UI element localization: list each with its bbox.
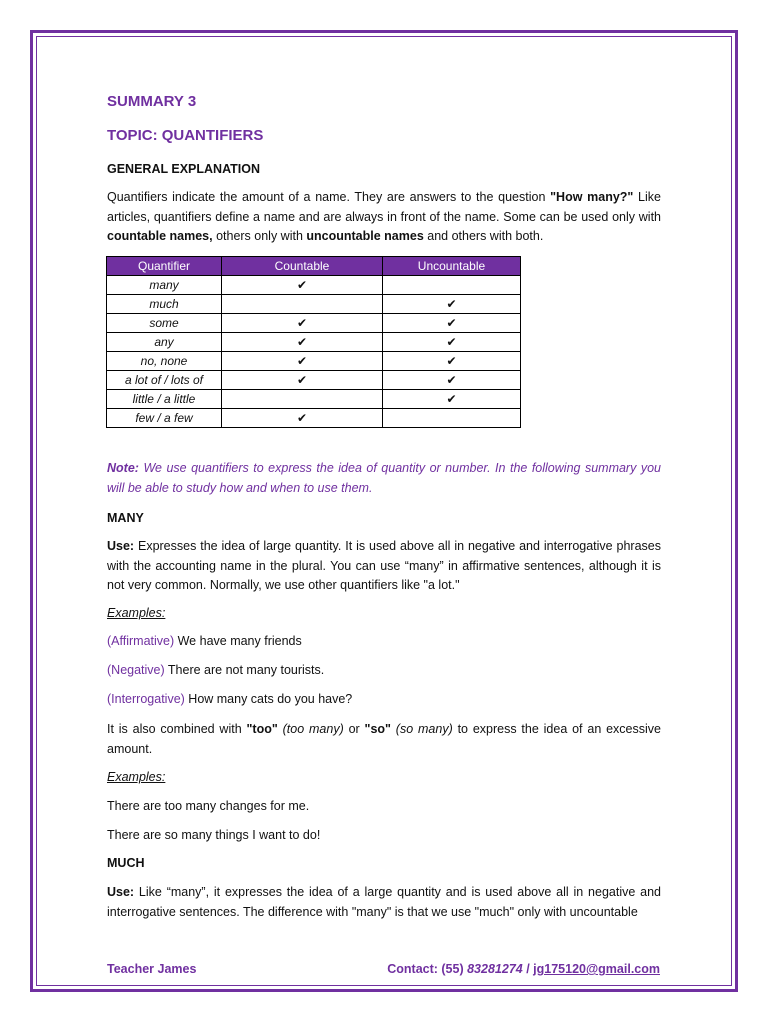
countable-check-icon: ✔ [222, 276, 383, 295]
uncountable-check-icon: ✔ [383, 314, 521, 333]
example-too-many: There are too many changes for me. [107, 799, 310, 813]
countable-check-icon: ✔ [222, 371, 383, 390]
intro-uncountable: uncountable names [306, 229, 424, 243]
countable-check-icon: ✔ [222, 314, 383, 333]
note-label: Note: [107, 461, 139, 475]
header-quantifier: Quantifier [107, 257, 222, 276]
table-row [107, 371, 521, 390]
table-row [107, 314, 521, 333]
header-countable: Countable [222, 257, 383, 276]
contact-separator: / [522, 962, 534, 976]
examples-label: Examples: [107, 606, 166, 620]
intro-bold-question: "How many?" [550, 190, 634, 204]
table-row [107, 390, 521, 409]
much-use-text: Like “many”, it expresses the idea of a large quantity and is used above all in negative and interrogative sentences. The difference with "many" is that we use "much" only with uncountable [107, 885, 661, 919]
many-heading: MANY [107, 511, 144, 525]
quantifier-cell: any [107, 333, 222, 352]
table-row [107, 409, 521, 428]
or-text: or [343, 722, 365, 736]
example-so-many: There are so many things I want to do! [107, 828, 321, 842]
many-use-text: Expresses the idea of large quantity. It is used above all in negative and interrogative phrases with the accounting name in the plural. You can use “many” in affirmative sentences, although it is not very common. Normally, we use other quantifiers like "a lot." [107, 539, 661, 592]
affirmative-text: We have many friends [174, 634, 302, 648]
countable-check-icon: ✔ [222, 409, 383, 428]
table-row [107, 333, 521, 352]
quantifier-cell: much [107, 295, 222, 314]
countable-check-icon: ✔ [222, 352, 383, 371]
intro-text-1: Quantifiers indicate the amount of a name. They are answers to the question [107, 190, 551, 204]
table-row [107, 295, 521, 314]
contact-label: Contact: (55) [387, 962, 468, 976]
many-examples2-label [107, 768, 661, 788]
uncountable-check-icon: ✔ [383, 371, 521, 390]
quantifier-cell: many [107, 276, 222, 295]
much-heading: MUCH [107, 856, 145, 870]
topic-title: TOPIC: QUANTIFIERS [107, 127, 264, 144]
contact-phone: 83281274 [467, 962, 523, 976]
countable-check-icon: ✔ [222, 333, 383, 352]
intro-text-2: Like articles, quantifiers define a name and are always in front of the name. Some can be used only with [107, 190, 661, 224]
uncountable-check-icon: ✔ [383, 295, 521, 314]
intro-text-3: others only with [212, 229, 307, 243]
so-many-italic: (so many) [390, 722, 453, 736]
contact-email-link[interactable]: jg175120@gmail.com [533, 962, 660, 976]
uncountable-check-icon [383, 409, 521, 428]
example-interrogative [107, 690, 661, 710]
table-row [107, 276, 521, 295]
quantifier-cell: few / a few [107, 409, 222, 428]
quantifier-cell: a lot of / lots of [107, 371, 222, 390]
much-use-paragraph [107, 883, 661, 922]
note-text: We use quantifiers to express the idea of quantity or number. In the following summary you will be able to study how and when to use them. [107, 461, 661, 495]
general-explanation-heading: GENERAL EXPLANATION [107, 162, 261, 176]
quantifier-cell: no, none [107, 352, 222, 371]
uncountable-check-icon: ✔ [383, 390, 521, 409]
example-affirmative [107, 632, 661, 652]
too-many-italic: (too many) [277, 722, 344, 736]
many-use-paragraph [107, 537, 661, 596]
countable-check-icon [222, 390, 383, 409]
countable-check-icon [222, 295, 383, 314]
interrogative-tag: (Interrogative) [107, 692, 185, 706]
many-examples-label [107, 604, 661, 624]
intro-text-4: and others with both. [423, 229, 544, 243]
table-header-row [107, 257, 521, 276]
too-bold: "too" [246, 722, 278, 736]
affirmative-tag: (Affirmative) [107, 634, 175, 648]
combined-paragraph [107, 720, 661, 759]
table-row [107, 352, 521, 371]
uncountable-check-icon: ✔ [383, 333, 521, 352]
footer-contact [387, 962, 660, 976]
footer-teacher: Teacher James [107, 962, 197, 976]
header-uncountable: Uncountable [383, 257, 521, 276]
examples-label: Examples: [107, 770, 166, 784]
intro-paragraph [107, 188, 661, 247]
quantifier-cell: some [107, 314, 222, 333]
summary-title: SUMMARY 3 [107, 93, 197, 110]
uncountable-check-icon [383, 276, 521, 295]
intro-countable: countable names, [107, 229, 213, 243]
negative-text: There are not many tourists. [164, 663, 325, 677]
combined-text-1: It is also combined with [107, 722, 247, 736]
interrogative-text: How many cats do you have? [184, 692, 353, 706]
note-paragraph [107, 459, 661, 498]
combined-text-2: to express the idea of an excessive amount. [107, 722, 661, 756]
much-use-label: Use: [107, 885, 135, 899]
so-bold: "so" [364, 722, 391, 736]
quantifier-cell: little / a little [107, 390, 222, 409]
many-use-label: Use: [107, 539, 135, 553]
example-negative [107, 661, 661, 681]
negative-tag: (Negative) [107, 663, 165, 677]
quantifier-table [106, 256, 521, 428]
uncountable-check-icon: ✔ [383, 352, 521, 371]
